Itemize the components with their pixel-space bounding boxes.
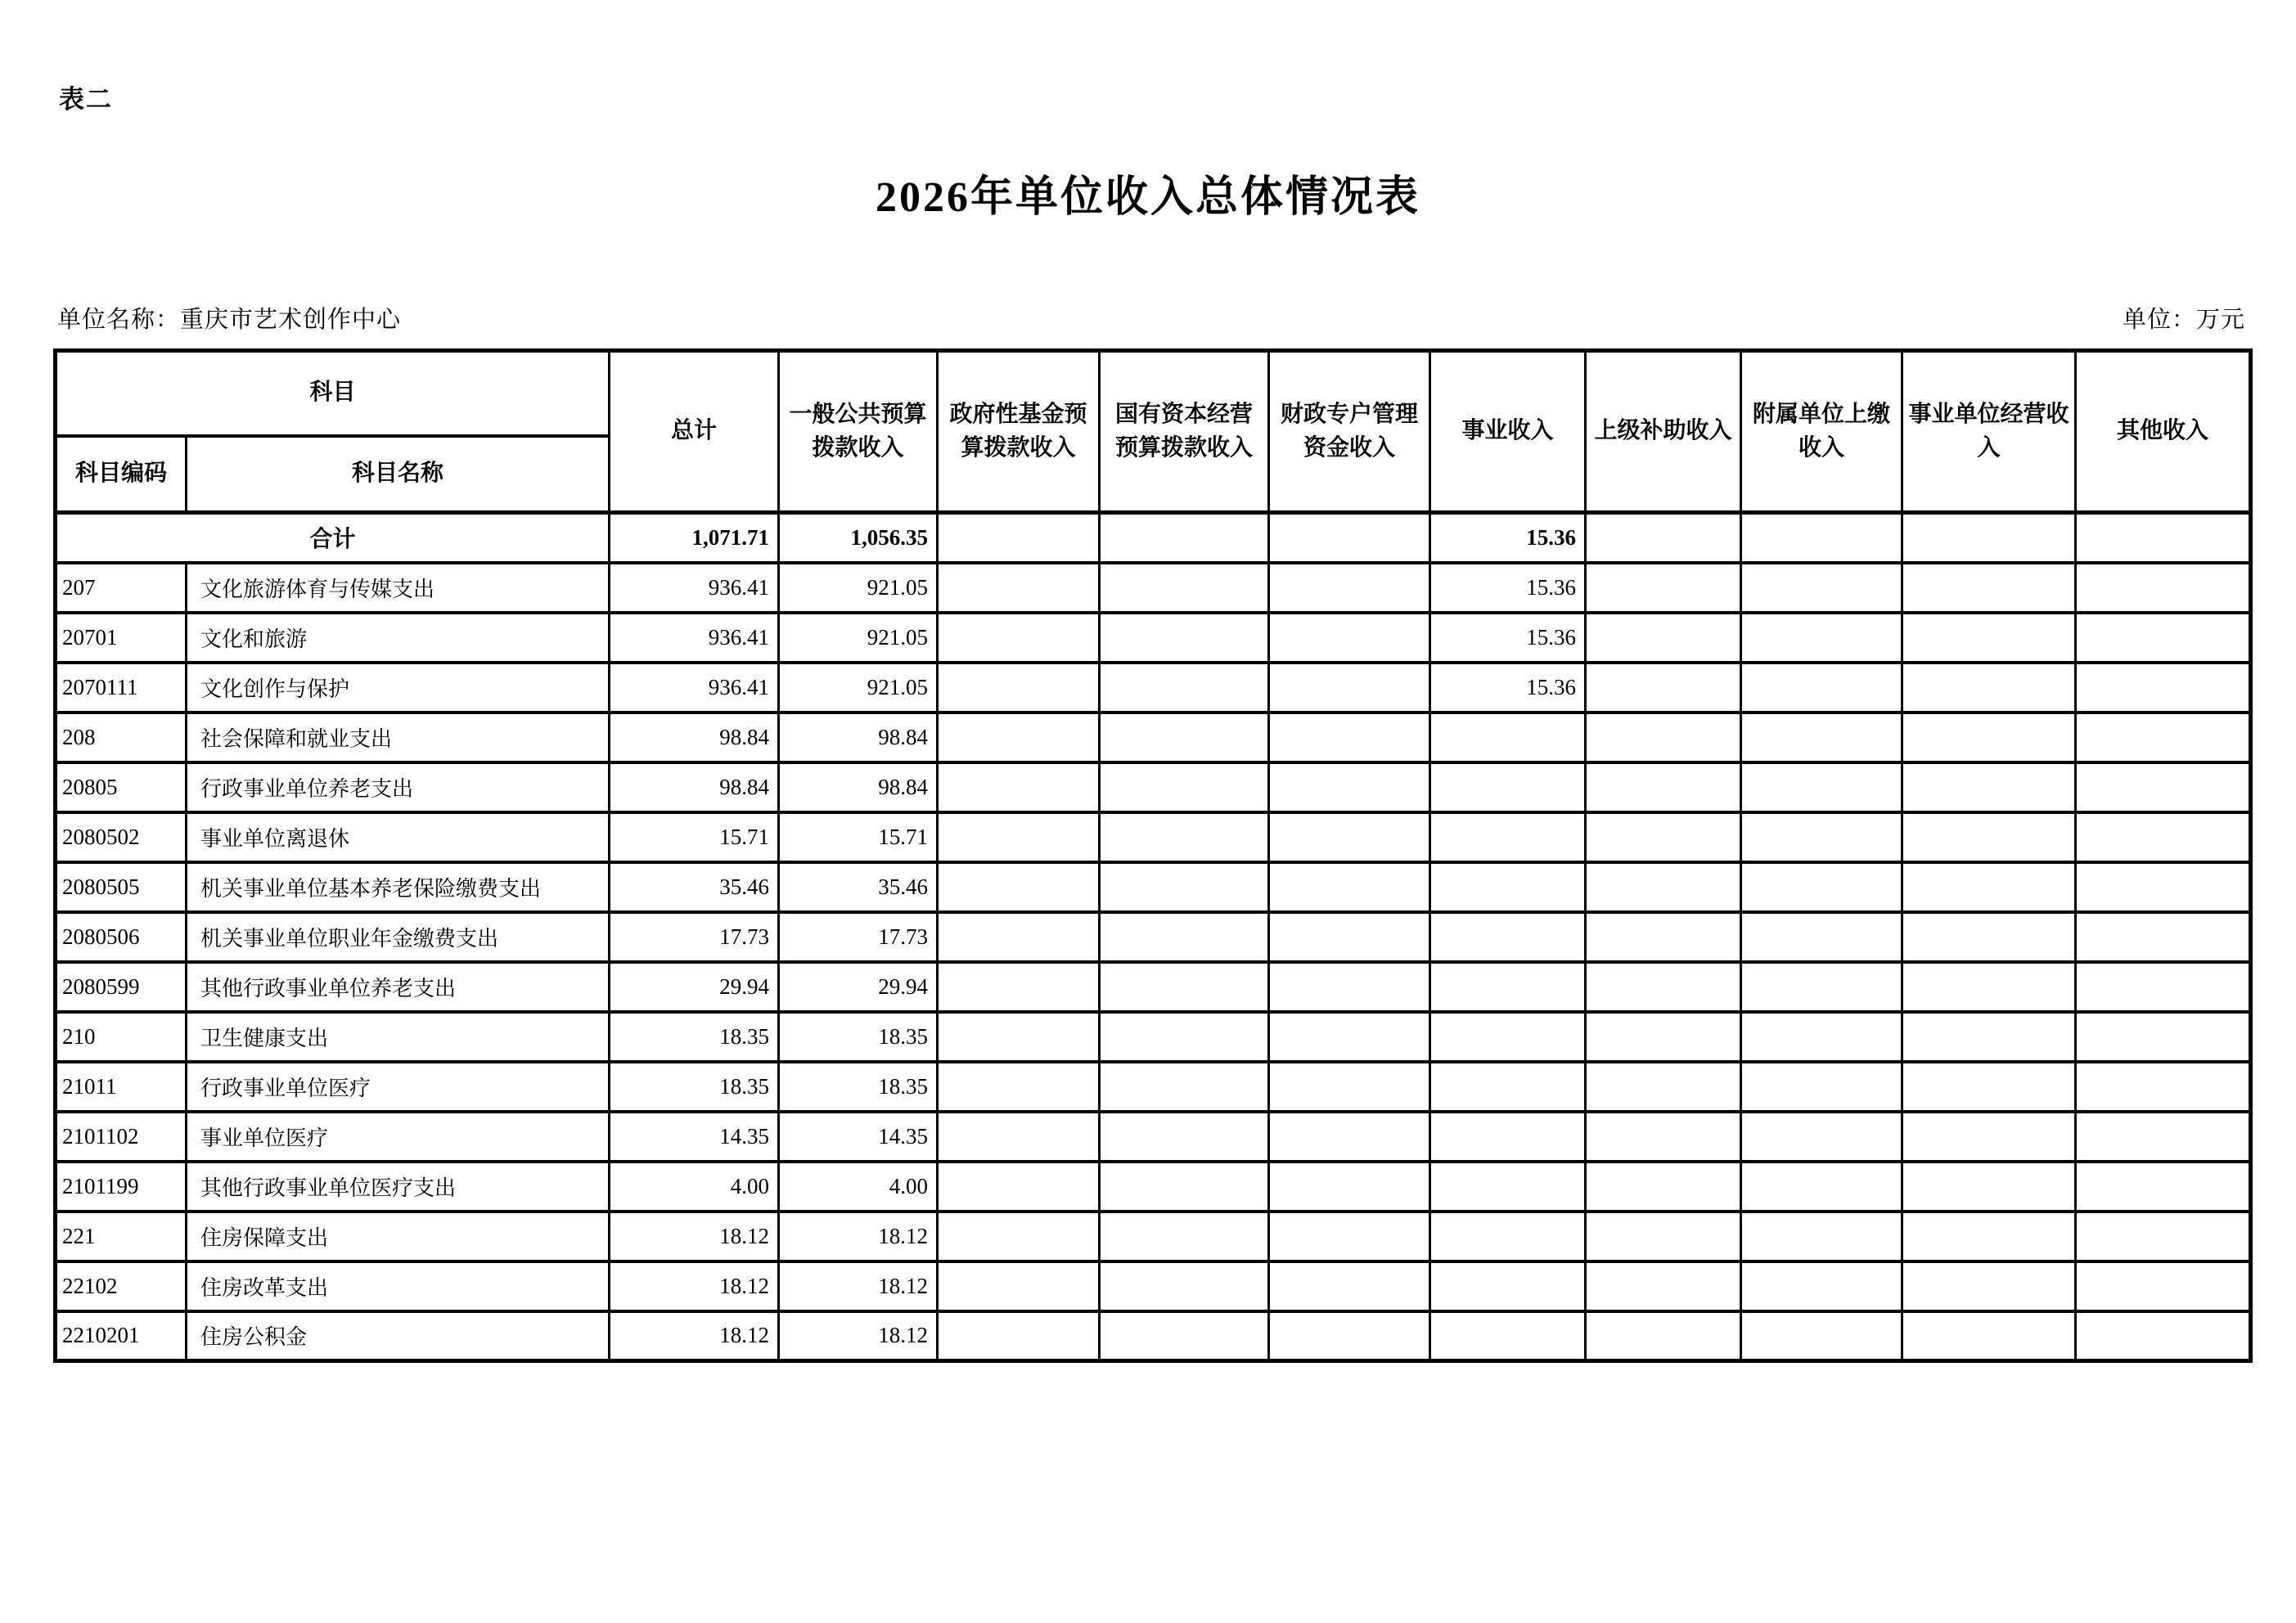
value-cell — [2076, 962, 2251, 1012]
value-cell — [1902, 862, 2076, 912]
value-cell — [1586, 563, 1741, 613]
value-cell — [1902, 663, 2076, 713]
table-row — [56, 613, 2251, 663]
table-body — [56, 513, 2251, 1361]
table-row — [56, 762, 2251, 812]
subject-code-cell: 2101102 — [56, 1112, 187, 1162]
table-row — [56, 912, 2251, 962]
total-value-cell — [1269, 513, 1430, 563]
value-cell — [1269, 1062, 1430, 1112]
value-cell: 18.12 — [610, 1261, 779, 1311]
total-value-cell — [1100, 513, 1269, 563]
value-cell — [1741, 1162, 1902, 1212]
value-cell: 936.41 — [610, 563, 779, 613]
unit-name-label: 单位名称：重庆市艺术创作中心 — [57, 307, 402, 333]
value-cell — [1741, 862, 1902, 912]
subject-name-cell: 机关事业单位基本养老保险缴费支出 — [187, 862, 610, 912]
value-cell — [1430, 1212, 1586, 1261]
value-cell — [938, 613, 1100, 663]
value-cell — [1741, 812, 1902, 862]
table-row — [56, 962, 2251, 1012]
table-row — [56, 1162, 2251, 1212]
total-value-cell — [1902, 513, 2076, 563]
value-cell: 15.71 — [779, 812, 938, 862]
total-label-cell: 合计 — [56, 513, 610, 563]
value-cell — [1586, 713, 1741, 762]
header-subject-code: 科目编码 — [56, 436, 187, 513]
subject-name-cell: 事业单位离退休 — [187, 812, 610, 862]
value-cell: 18.35 — [779, 1062, 938, 1112]
value-cell — [1741, 1212, 1902, 1261]
value-cell — [1902, 762, 2076, 812]
income-table — [53, 348, 2253, 1363]
value-cell — [1586, 1062, 1741, 1112]
value-cell: 15.71 — [610, 812, 779, 862]
value-cell — [2076, 862, 2251, 912]
value-cell: 921.05 — [779, 663, 938, 713]
value-cell — [1586, 1112, 1741, 1162]
value-cell — [1586, 1012, 1741, 1062]
value-cell: 35.46 — [779, 862, 938, 912]
value-cell — [1586, 912, 1741, 962]
value-cell: 4.00 — [610, 1162, 779, 1212]
value-cell — [1741, 1012, 1902, 1062]
subject-code-cell: 221 — [56, 1212, 187, 1261]
subject-name-cell: 其他行政事业单位医疗支出 — [187, 1162, 610, 1212]
header-subject: 科目 — [56, 351, 610, 436]
subject-code-cell: 2080599 — [56, 962, 187, 1012]
total-value-cell — [1586, 513, 1741, 563]
table-row — [56, 1261, 2251, 1311]
value-cell — [1100, 1261, 1269, 1311]
header-col-gov-fund-budget: 政府性基金预算拨款收入 — [938, 351, 1100, 513]
value-cell — [1430, 862, 1586, 912]
subject-name-cell: 文化创作与保护 — [187, 663, 610, 713]
value-cell — [1269, 762, 1430, 812]
table-row — [56, 663, 2251, 713]
table-row — [56, 862, 2251, 912]
value-cell — [938, 862, 1100, 912]
value-cell — [1741, 663, 1902, 713]
value-cell — [1430, 962, 1586, 1012]
header-col-business-income: 事业收入 — [1430, 351, 1586, 513]
header-row-1 — [56, 351, 2251, 436]
value-cell — [2076, 1112, 2251, 1162]
value-cell — [1430, 812, 1586, 862]
subject-code-cell: 22102 — [56, 1261, 187, 1311]
subject-name-cell: 行政事业单位养老支出 — [187, 762, 610, 812]
value-cell: 15.36 — [1430, 613, 1586, 663]
total-value-cell: 1,071.71 — [610, 513, 779, 563]
header-col-affiliated-unit-remit: 附属单位上缴收入 — [1741, 351, 1902, 513]
value-cell — [1741, 713, 1902, 762]
value-cell: 921.05 — [779, 563, 938, 613]
table-row — [56, 713, 2251, 762]
value-cell: 18.35 — [779, 1012, 938, 1062]
value-cell — [1902, 912, 2076, 962]
value-cell — [1100, 1062, 1269, 1112]
table-row — [56, 1012, 2251, 1062]
value-cell — [2076, 1311, 2251, 1361]
value-cell — [2076, 762, 2251, 812]
value-cell — [1586, 613, 1741, 663]
value-cell — [938, 663, 1100, 713]
table-row — [56, 1062, 2251, 1112]
value-cell — [1100, 613, 1269, 663]
subject-code-cell: 210 — [56, 1012, 187, 1062]
value-cell — [938, 812, 1100, 862]
value-cell: 98.84 — [610, 713, 779, 762]
total-value-cell — [2076, 513, 2251, 563]
value-cell — [1741, 563, 1902, 613]
value-cell — [1902, 1311, 2076, 1361]
value-cell: 18.35 — [610, 1012, 779, 1062]
value-cell — [938, 1162, 1100, 1212]
value-cell — [1100, 1162, 1269, 1212]
value-cell — [1269, 1112, 1430, 1162]
subject-code-cell: 207 — [56, 563, 187, 613]
value-cell: 14.35 — [610, 1112, 779, 1162]
value-cell — [2076, 1012, 2251, 1062]
subject-name-cell: 社会保障和就业支出 — [187, 713, 610, 762]
value-cell: 18.12 — [779, 1212, 938, 1261]
value-cell: 17.73 — [779, 912, 938, 962]
table-row — [56, 1311, 2251, 1361]
value-cell: 921.05 — [779, 613, 938, 663]
value-cell — [1902, 1012, 2076, 1062]
value-cell: 14.35 — [779, 1112, 938, 1162]
value-cell: 4.00 — [779, 1162, 938, 1212]
value-cell — [1902, 713, 2076, 762]
value-cell — [1430, 762, 1586, 812]
value-cell — [1269, 613, 1430, 663]
value-cell — [938, 1311, 1100, 1361]
subject-code-cell: 2210201 — [56, 1311, 187, 1361]
meta-row — [57, 301, 2245, 335]
header-col-total: 总计 — [610, 351, 779, 513]
value-cell — [1902, 1261, 2076, 1311]
value-cell — [1902, 563, 2076, 613]
unit-measure-label: 单位：万元 — [2122, 307, 2245, 333]
value-cell — [938, 1112, 1100, 1162]
value-cell — [1269, 862, 1430, 912]
subject-name-cell: 卫生健康支出 — [187, 1012, 610, 1062]
value-cell — [1430, 1311, 1586, 1361]
total-row — [56, 513, 2251, 563]
value-cell — [1902, 1162, 2076, 1212]
value-cell — [1586, 1212, 1741, 1261]
value-cell — [1902, 613, 2076, 663]
subject-code-cell: 2101199 — [56, 1162, 187, 1212]
header-col-other-income: 其他收入 — [2076, 351, 2251, 513]
value-cell: 29.94 — [779, 962, 938, 1012]
header-col-state-capital-budget: 国有资本经营预算拨款收入 — [1100, 351, 1269, 513]
value-cell — [1741, 912, 1902, 962]
value-cell — [1100, 762, 1269, 812]
value-cell — [1430, 1261, 1586, 1311]
value-cell — [1902, 1112, 2076, 1162]
value-cell — [1269, 1162, 1430, 1212]
value-cell — [1902, 962, 2076, 1012]
subject-code-cell: 21011 — [56, 1062, 187, 1112]
value-cell — [1100, 962, 1269, 1012]
value-cell — [1100, 812, 1269, 862]
value-cell — [1902, 1062, 2076, 1112]
value-cell: 18.35 — [610, 1062, 779, 1112]
value-cell — [1586, 663, 1741, 713]
value-cell — [1741, 613, 1902, 663]
value-cell — [2076, 1062, 2251, 1112]
table-row — [56, 1212, 2251, 1261]
page-title: 2026年单位收入总体情况表 — [875, 174, 1420, 221]
value-cell — [1741, 762, 1902, 812]
value-cell — [938, 713, 1100, 762]
value-cell — [1430, 1112, 1586, 1162]
value-cell — [1430, 1012, 1586, 1062]
subject-name-cell: 其他行政事业单位养老支出 — [187, 962, 610, 1012]
value-cell — [1100, 663, 1269, 713]
value-cell — [938, 1212, 1100, 1261]
value-cell — [938, 563, 1100, 613]
value-cell: 15.36 — [1430, 563, 1586, 613]
total-value-cell: 1,056.35 — [779, 513, 938, 563]
value-cell — [1902, 1212, 2076, 1261]
value-cell: 35.46 — [610, 862, 779, 912]
subject-name-cell: 文化和旅游 — [187, 613, 610, 663]
value-cell — [1741, 1261, 1902, 1311]
subject-name-cell: 住房公积金 — [187, 1311, 610, 1361]
value-cell: 98.84 — [610, 762, 779, 812]
value-cell: 17.73 — [610, 912, 779, 962]
value-cell — [1430, 1062, 1586, 1112]
total-value-cell: 15.36 — [1430, 513, 1586, 563]
value-cell — [1902, 812, 2076, 862]
table-header — [56, 351, 2251, 513]
table-row — [56, 1112, 2251, 1162]
value-cell — [938, 1261, 1100, 1311]
value-cell — [938, 962, 1100, 1012]
value-cell — [1430, 1162, 1586, 1212]
value-cell: 18.12 — [779, 1261, 938, 1311]
value-cell — [2076, 713, 2251, 762]
value-cell — [1269, 1311, 1430, 1361]
subject-code-cell: 20701 — [56, 613, 187, 663]
value-cell — [1100, 912, 1269, 962]
value-cell — [1269, 713, 1430, 762]
subject-code-cell: 2080506 — [56, 912, 187, 962]
value-cell — [938, 912, 1100, 962]
value-cell — [1586, 1311, 1741, 1361]
subject-code-cell: 20805 — [56, 762, 187, 812]
value-cell: 18.12 — [610, 1212, 779, 1261]
value-cell — [1269, 1261, 1430, 1311]
value-cell: 936.41 — [610, 613, 779, 663]
value-cell — [1269, 812, 1430, 862]
value-cell — [1100, 862, 1269, 912]
value-cell — [1100, 1112, 1269, 1162]
value-cell — [1586, 1261, 1741, 1311]
subject-code-cell: 2080505 — [56, 862, 187, 912]
value-cell: 936.41 — [610, 663, 779, 713]
subject-name-cell: 住房保障支出 — [187, 1212, 610, 1261]
subject-name-cell: 事业单位医疗 — [187, 1112, 610, 1162]
value-cell: 15.36 — [1430, 663, 1586, 713]
value-cell — [1586, 812, 1741, 862]
value-cell — [1269, 563, 1430, 613]
header-col-general-public-budget: 一般公共预算拨款收入 — [779, 351, 938, 513]
value-cell — [1100, 1311, 1269, 1361]
value-cell — [2076, 1162, 2251, 1212]
subject-name-cell: 行政事业单位医疗 — [187, 1062, 610, 1112]
value-cell: 98.84 — [779, 762, 938, 812]
value-cell — [1586, 762, 1741, 812]
header-col-fiscal-account-funds: 财政专户管理资金收入 — [1269, 351, 1430, 513]
header-subject-name: 科目名称 — [187, 436, 610, 513]
value-cell — [1269, 962, 1430, 1012]
subject-code-cell: 208 — [56, 713, 187, 762]
value-cell — [1586, 862, 1741, 912]
subject-name-cell: 住房改革支出 — [187, 1261, 610, 1311]
value-cell — [2076, 1261, 2251, 1311]
value-cell — [1269, 663, 1430, 713]
total-value-cell — [938, 513, 1100, 563]
value-cell — [1741, 1112, 1902, 1162]
table-row — [56, 563, 2251, 613]
value-cell — [1269, 912, 1430, 962]
value-cell — [1100, 563, 1269, 613]
subject-name-cell: 机关事业单位职业年金缴费支出 — [187, 912, 610, 962]
value-cell: 18.12 — [610, 1311, 779, 1361]
value-cell — [938, 762, 1100, 812]
value-cell — [1100, 1212, 1269, 1261]
value-cell — [938, 1012, 1100, 1062]
value-cell — [938, 1062, 1100, 1112]
value-cell — [1269, 1012, 1430, 1062]
value-cell: 98.84 — [779, 713, 938, 762]
value-cell — [1741, 1311, 1902, 1361]
value-cell — [1586, 1162, 1741, 1212]
table-tag: 表二 — [59, 85, 113, 114]
value-cell — [1586, 962, 1741, 1012]
value-cell — [2076, 1212, 2251, 1261]
value-cell — [2076, 613, 2251, 663]
subject-code-cell: 2080502 — [56, 812, 187, 862]
value-cell — [1741, 962, 1902, 1012]
total-value-cell — [1741, 513, 1902, 563]
value-cell — [1100, 1012, 1269, 1062]
value-cell: 18.12 — [779, 1311, 938, 1361]
table-row — [56, 812, 2251, 862]
subject-name-cell: 文化旅游体育与传媒支出 — [187, 563, 610, 613]
value-cell — [1430, 713, 1586, 762]
value-cell: 29.94 — [610, 962, 779, 1012]
value-cell — [2076, 563, 2251, 613]
header-col-superior-subsidy: 上级补助收入 — [1586, 351, 1741, 513]
value-cell — [1741, 1062, 1902, 1112]
value-cell — [1269, 1212, 1430, 1261]
value-cell — [2076, 912, 2251, 962]
subject-code-cell: 2070111 — [56, 663, 187, 713]
value-cell — [1430, 912, 1586, 962]
header-col-operating-income: 事业单位经营收入 — [1902, 351, 2076, 513]
value-cell — [2076, 812, 2251, 862]
value-cell — [2076, 663, 2251, 713]
value-cell — [1100, 713, 1269, 762]
